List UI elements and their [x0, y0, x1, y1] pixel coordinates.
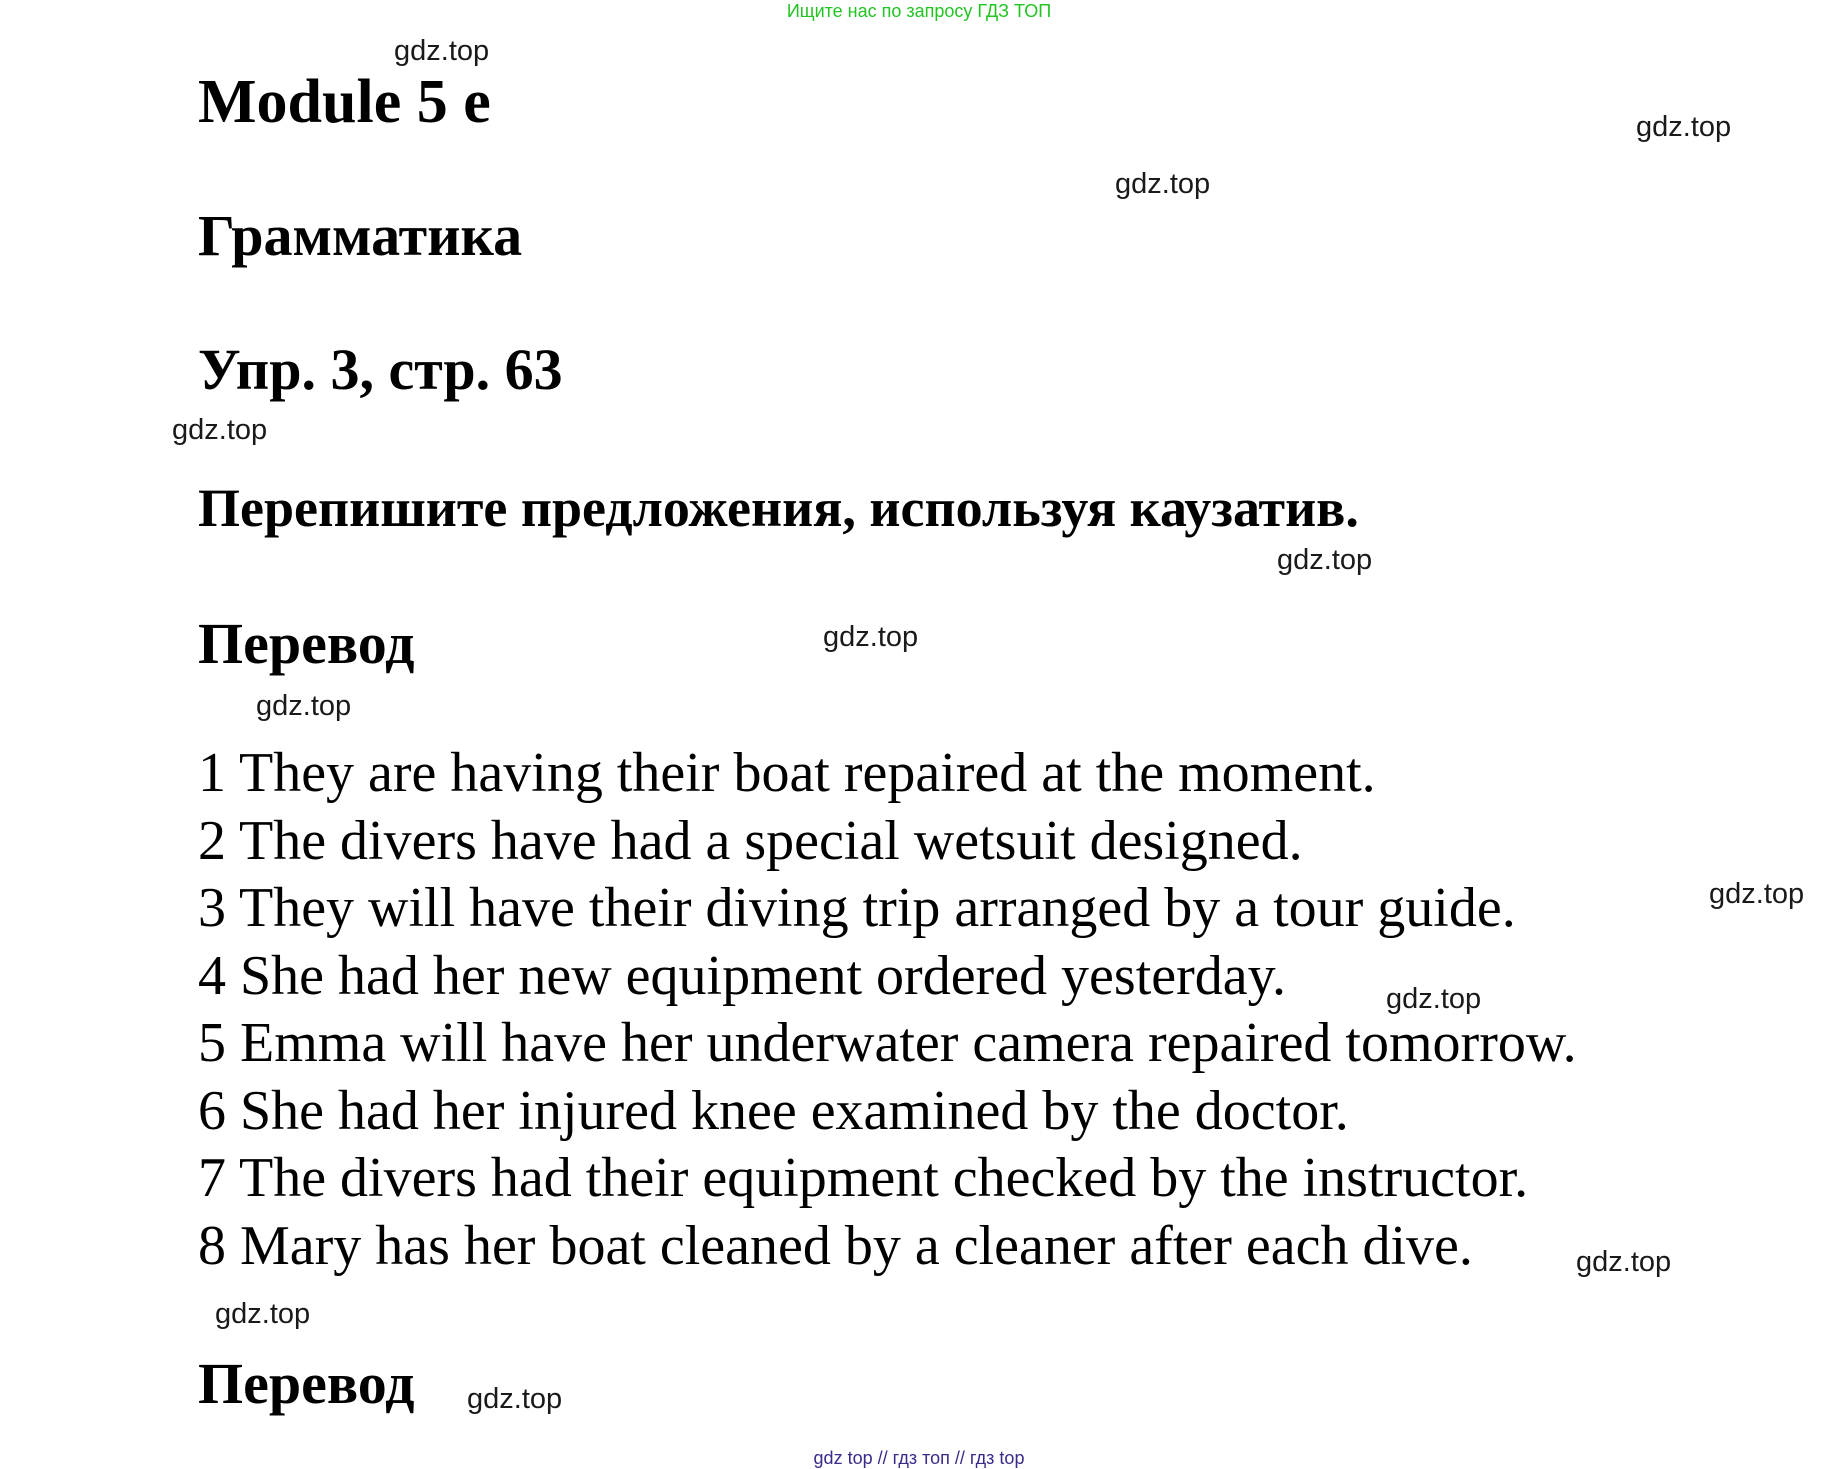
answer-sentence-3: 3 They will have their diving trip arranged by a tour guide. — [198, 877, 1516, 939]
watermark: gdz.top — [1386, 983, 1482, 1015]
watermark: gdz.top — [215, 1298, 311, 1330]
watermark: gdz.top — [1277, 544, 1373, 576]
exercise-reference: Упр. 3, стр. 63 — [198, 337, 563, 402]
answer-sentence-6: 6 She had her injured knee examined by the doctor. — [198, 1079, 1349, 1142]
answer-sentence-4: 4 She had her new equipment ordered yesterday. — [198, 944, 1286, 1007]
watermark: gdz.top — [1115, 168, 1211, 200]
watermark: gdz.top — [1709, 878, 1805, 910]
search-banner: Ищите нас по запросу ГДЗ ТОП — [786, 1, 1052, 21]
watermark: gdz.top — [823, 621, 919, 653]
watermark: gdz.top — [1636, 111, 1732, 143]
footer-links: gdz top // гдз топ // гдз top — [813, 1448, 1025, 1468]
translation-heading-second: Перевод — [198, 1351, 415, 1416]
answer-sentence-1: 1 They are having their boat repaired at the moment. — [198, 742, 1376, 804]
answer-sentence-5: 5 Emma will have her underwater camera repaired tomorrow. — [198, 1012, 1577, 1074]
translation-heading: Перевод — [198, 611, 415, 676]
answer-sentence-2: 2 The divers have had a special wetsuit designed. — [198, 809, 1303, 872]
watermark: gdz.top — [394, 35, 490, 67]
module-title: Module 5 e — [198, 68, 491, 136]
watermark: gdz.top — [172, 414, 268, 446]
section-heading-grammar: Грамматика — [198, 203, 523, 268]
answer-sentence-8: 8 Mary has her boat cleaned by a cleaner after each dive. — [198, 1214, 1473, 1277]
answer-sentence-list — [198, 740, 1577, 1280]
answer-sentence-7: 7 The divers had their equipment checked by the instructor. — [198, 1147, 1529, 1209]
watermark: gdz.top — [1576, 1246, 1672, 1278]
watermark: gdz.top — [467, 1383, 563, 1415]
task-instruction: Перепишите предложения, используя каузатив. — [198, 478, 1359, 538]
watermark: gdz.top — [256, 690, 352, 722]
